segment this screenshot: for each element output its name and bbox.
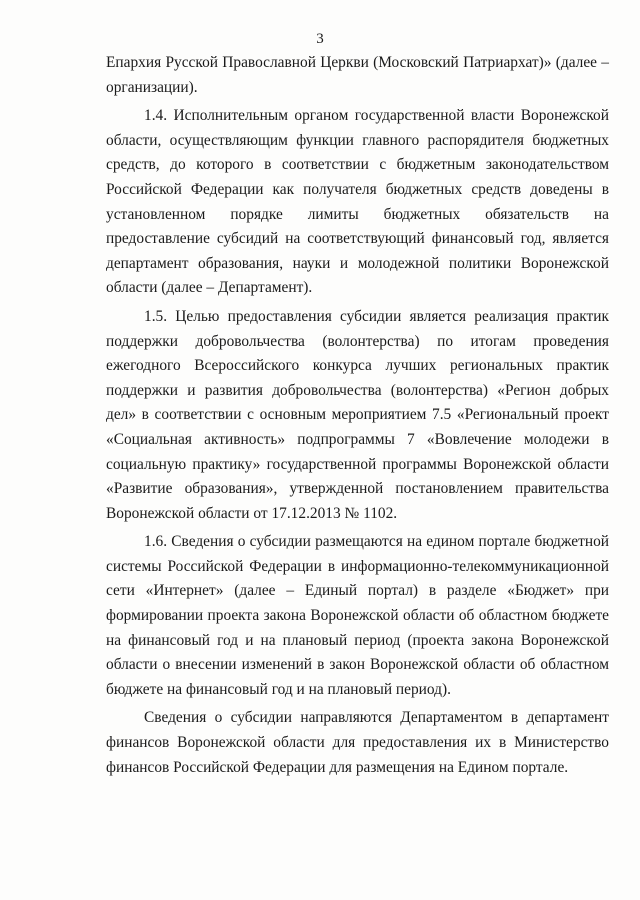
paragraph-1-5: 1.5. Целью предоставления субсидии является реализация практик поддержки добровольчества (волонтерства) по итогам проведения ежегодного Всероссийского конкурса лучших региональных практик поддержки и развития добровольчества (волонтерства) «Регион добрых дел» в соответствии с основным мероприятием 7.5 «Региональный проект «Социальная активность» подпрограммы 7 «Вовлечение молодежи в социальную практику» государственной программы Воронежской области «Развитие образования», утвержденной постановлением правительства Воронежской области от 17.12.2013 № 1102. <box>106 307 609 522</box>
page-number: 3 <box>316 31 324 47</box>
paragraph-1-6: 1.6. Сведения о субсидии размещаются на едином портале бюджетной системы Российской Федерации в информационно-телекоммуникационной сети «Интернет» (далее – Единый портал) в разделе «Бюджет» при формировании проекта закона Воронежской области об областном бюджете на финансовый год и на плановый период (проекта закона Воронежской области о внесении изменений в закон Воронежской области об областном бюджете на финансовый год и на плановый период). <box>106 533 609 698</box>
paragraph-subsidy-info: Сведения о субсидии направляются Департаментом в департамент финансов Воронежской области для предоставления их в Министерство финансов Российской Федерации для размещения на Едином портале. <box>106 709 609 776</box>
paragraph-1-4: 1.4. Исполнительным органом государственной власти Воронежской области, осуществляющим функции главного распорядителя бюджетных средств, до которого в соответствии с бюджетным законодательством Российской Федерации как получателя бюджетных средств доведены в установленном порядке лимиты бюджетных обязательств на предоставление субсидий на соответствующий финансовый год, является департамент образования, науки и молодежной политики Воронежской области (далее – Департамент). <box>106 107 609 297</box>
paragraph-continuation: Епархия Русской Православной Церкви (Московский Патриархат)» (далее – организации). <box>106 54 609 96</box>
document-body <box>106 51 609 784</box>
